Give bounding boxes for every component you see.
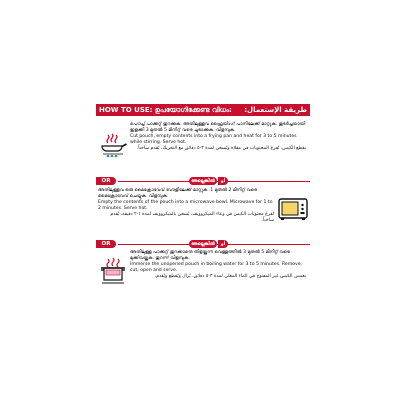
or-label-malayalam: അല്ലെങ്കിൽ bbox=[189, 177, 217, 185]
frying-pan-icon bbox=[99, 132, 127, 160]
or-label-arabic: أو bbox=[218, 240, 228, 248]
or-label: OR bbox=[96, 177, 116, 185]
step-2-arabic: تُفرغ محتويات الكيس في وعاء الميكروويف، يُسخن بالميكروويف لمدة ١-٢ دقيقة، يُقدم ساخناً. bbox=[110, 212, 274, 224]
step-3-text bbox=[130, 250, 306, 280]
or-label: OR bbox=[96, 240, 116, 248]
or-label-arabic: أو bbox=[218, 177, 228, 185]
or-label-malayalam: അല്ലെങ്കിൽ bbox=[189, 240, 217, 248]
cooking-pot-icon bbox=[99, 257, 127, 285]
or-divider-1 bbox=[96, 177, 310, 185]
header-title-ar: طريقة الإستعمال: bbox=[244, 106, 307, 114]
step-2-malayalam: അതിലുള്ളവ ഒരു മൈക്രോവേവ് ബൗളിലേക്ക് മാറ്റുക. 1 മുതൽ 2 മിനിറ്റ് വരെ മൈക്രോവേവ് ചെയ്യുക. വിളമ്പുക. bbox=[98, 188, 258, 200]
instructions-header bbox=[96, 104, 310, 116]
usage-instructions-panel bbox=[96, 104, 310, 304]
header-title-en: HOW TO USE: bbox=[99, 105, 153, 114]
step-2-english: Empty the contents of the pouch into a microwave bowl. Microwave for 1 to 2 minutes. Serve hot. bbox=[98, 200, 273, 212]
or-divider-2 bbox=[96, 240, 310, 248]
step-3-malayalam: അതിലുള്ള പാക്കറ്റ് തുറക്കാതെ തിളയ്ക്കുന്ന വെള്ളത്തിൽ 3 മുതൽ 5 മിനിറ്റ് വരെ മുക്കിവയ്ക്കുക. തുറന്ന് വിളമ്പുക. bbox=[130, 250, 290, 262]
step-3-arabic: يغمس الكيس غير المفتوح في الماء المغلي لمدة ٣-٥ دقائق، يُزال ويُقطع ويُقدم. bbox=[154, 274, 306, 280]
microwave-icon bbox=[278, 196, 308, 222]
step-1-arabic: يقطع الكيس، تُفرغ المحتويات في مقلاة ويُسخن لمدة ٣-٥ دقائق مع التحريك، يُقدم ساخناً. bbox=[136, 146, 306, 152]
step-1-text bbox=[130, 122, 306, 152]
step-frying-pan bbox=[96, 118, 310, 176]
header-title-ml: ഉപയോഗിക്കേണ്ട വിധം: bbox=[154, 105, 232, 114]
step-1-malayalam: പൌച്ച് പാക്കറ്റ് തുറക്കുക. അതിലുള്ളവ ഫ്രൈയിംഗ് പാനിലേക്ക് മാറ്റുക. തുടർച്ചയായി ഇളക്കി 3 മുതൽ 5 മിനിറ്റ് വരെ ചൂടാക്കുക. വിളമ്പുക. bbox=[130, 122, 306, 134]
step-boiling-pot bbox=[96, 249, 310, 304]
step-1-english: Cut pouch, empty contents into a frying pan and heat for 3 to 5 minutes while stirring. Serve hot. bbox=[130, 134, 297, 146]
step-3-english: Immerse the unopened pouch in boiling water for 3 to 5 minutes. Remove, cut, open and serve. bbox=[130, 262, 302, 274]
header-english-malayalam bbox=[99, 106, 232, 115]
step-microwave bbox=[96, 186, 310, 238]
step-2-text bbox=[98, 188, 274, 225]
